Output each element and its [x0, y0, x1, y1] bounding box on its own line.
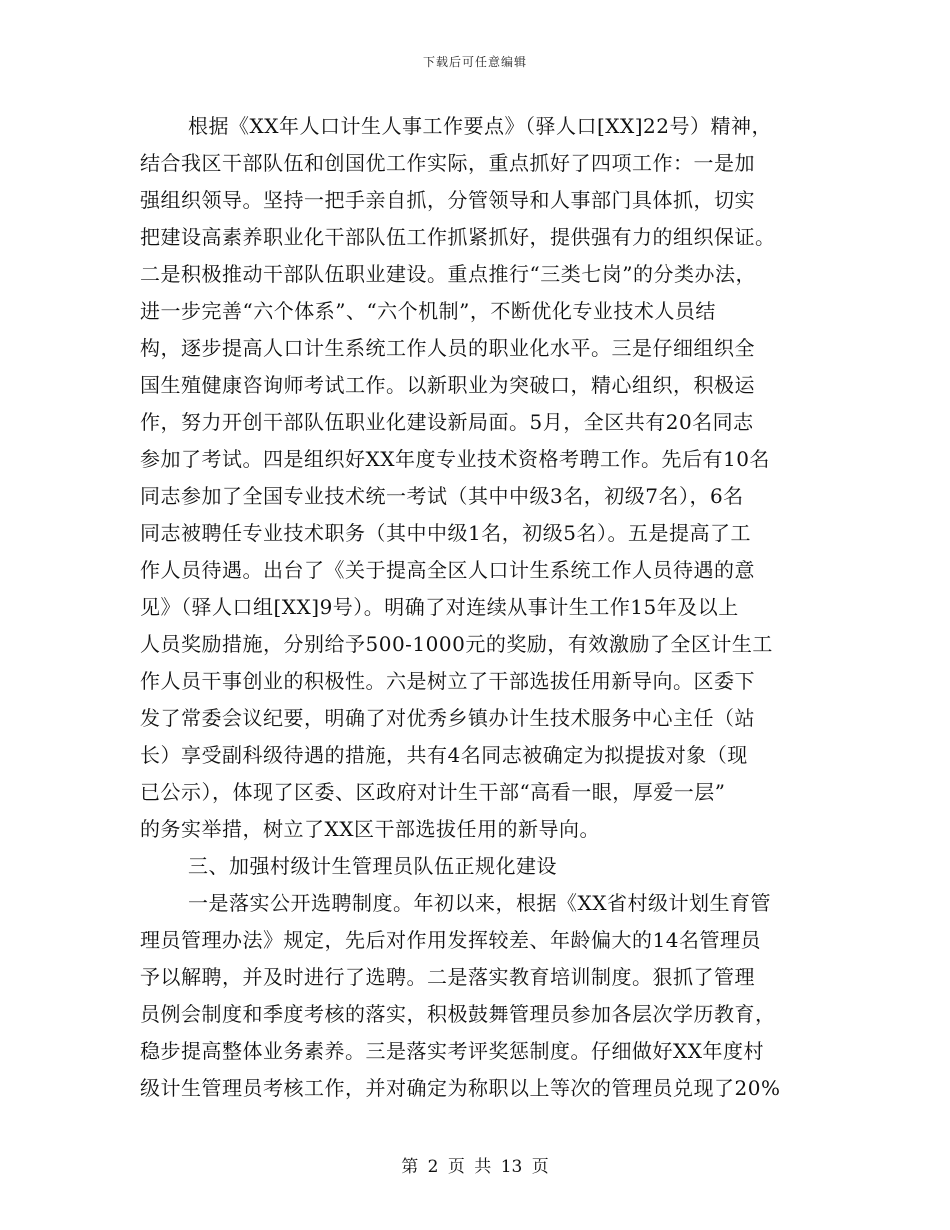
text-line: 一是落实公开选聘制度。年初以来，根据《XX省村级计划生育管 — [188, 891, 771, 915]
text-line: 长）享受副科级待遇的措施，共有4名同志被确定为拟提拔对象（现 — [140, 743, 748, 767]
page-footer: 第 2 页 共 13 页 — [401, 1157, 549, 1177]
text-line: 作人员待遇。出台了《关于提高全区人口计生系统工作人员待遇的意 — [140, 558, 755, 582]
section-heading: 三、加强村级计生管理员队伍正规化建设 — [188, 854, 557, 878]
text-line: 强组织领导。坚持一把手亲自抓，分管领导和人事部门具体抓，切实 — [140, 188, 755, 212]
text-line: 予以解聘，并及时进行了选聘。二是落实教育培训制度。狠抓了管理 — [140, 965, 755, 989]
page-header: 下载后可任意编辑 — [422, 55, 527, 69]
text-line: 稳步提高整体业务素养。三是落实考评奖惩制度。仔细做好XX年度村 — [140, 1039, 764, 1063]
text-line: 同志参加了全国专业技术统一考试（其中中级3名，初级7名），6名 — [140, 484, 744, 508]
body-text — [140, 108, 810, 1107]
text-line: 根据《XX年人口计生人事工作要点》（驿人口[XX]22号）精神， — [188, 114, 773, 138]
text-line: 发了常委会议纪要，明确了对优秀乡镇办计生技术服务中心主任（站 — [140, 706, 755, 730]
text-line: 见》（驿人口组[XX]9号）。明确了对连续从事计生工作15年及以上 — [140, 595, 739, 619]
text-line: 员例会制度和季度考核的落实，积极鼓舞管理员参加各层次学历教育， — [140, 1002, 776, 1026]
text-line: 参加了考试。四是组织好XX年度专业技术资格考聘工作。先后有10名 — [140, 447, 770, 471]
text-line: 级计生管理员考核工作，并对确定为称职以上等次的管理员兑现了20% — [140, 1076, 781, 1100]
text-line: 结合我区干部队伍和创国优工作实际，重点抓好了四项工作：一是加 — [140, 151, 755, 175]
text-line: 构，逐步提高人口计生系统工作人员的职业化水平。三是仔细组织全 — [140, 336, 755, 360]
text-line: 国生殖健康咨询师考试工作。以新职业为突破口，精心组织，积极运 — [140, 373, 755, 397]
text-line: 作，努力开创干部队伍职业化建设新局面。5月，全区共有20名同志 — [140, 410, 754, 434]
text-line: 同志被聘任专业技术职务（其中中级1名，初级5名）。五是提高了工 — [140, 521, 751, 545]
text-line: 人员奖励措施，分别给予500-1000元的奖励，有效激励了全区计生工 — [140, 632, 773, 656]
text-line: 把建设高素养职业化干部队伍工作抓紧抓好，提供强有力的组织保证。 — [140, 225, 776, 249]
text-line: 二是积极推动干部队伍职业建设。重点推行“三类七岗”的分类办法， — [140, 262, 756, 286]
text-line: 理员管理办法》规定，先后对作用发挥较差、年龄偏大的14名管理员 — [140, 928, 761, 952]
text-line: 进一步完善“六个体系”、“六个机制”，不断优化专业技术人员结 — [140, 299, 716, 323]
text-line: 已公示），体现了区委、区政府对计生干部“高看一眼，厚爱一层” — [140, 780, 726, 804]
text-line: 作人员干事创业的积极性。六是树立了干部选拔任用新导向。区委下 — [140, 669, 755, 693]
text-line: 的务实举措，树立了XX区干部选拔任用的新导向。 — [140, 817, 600, 841]
